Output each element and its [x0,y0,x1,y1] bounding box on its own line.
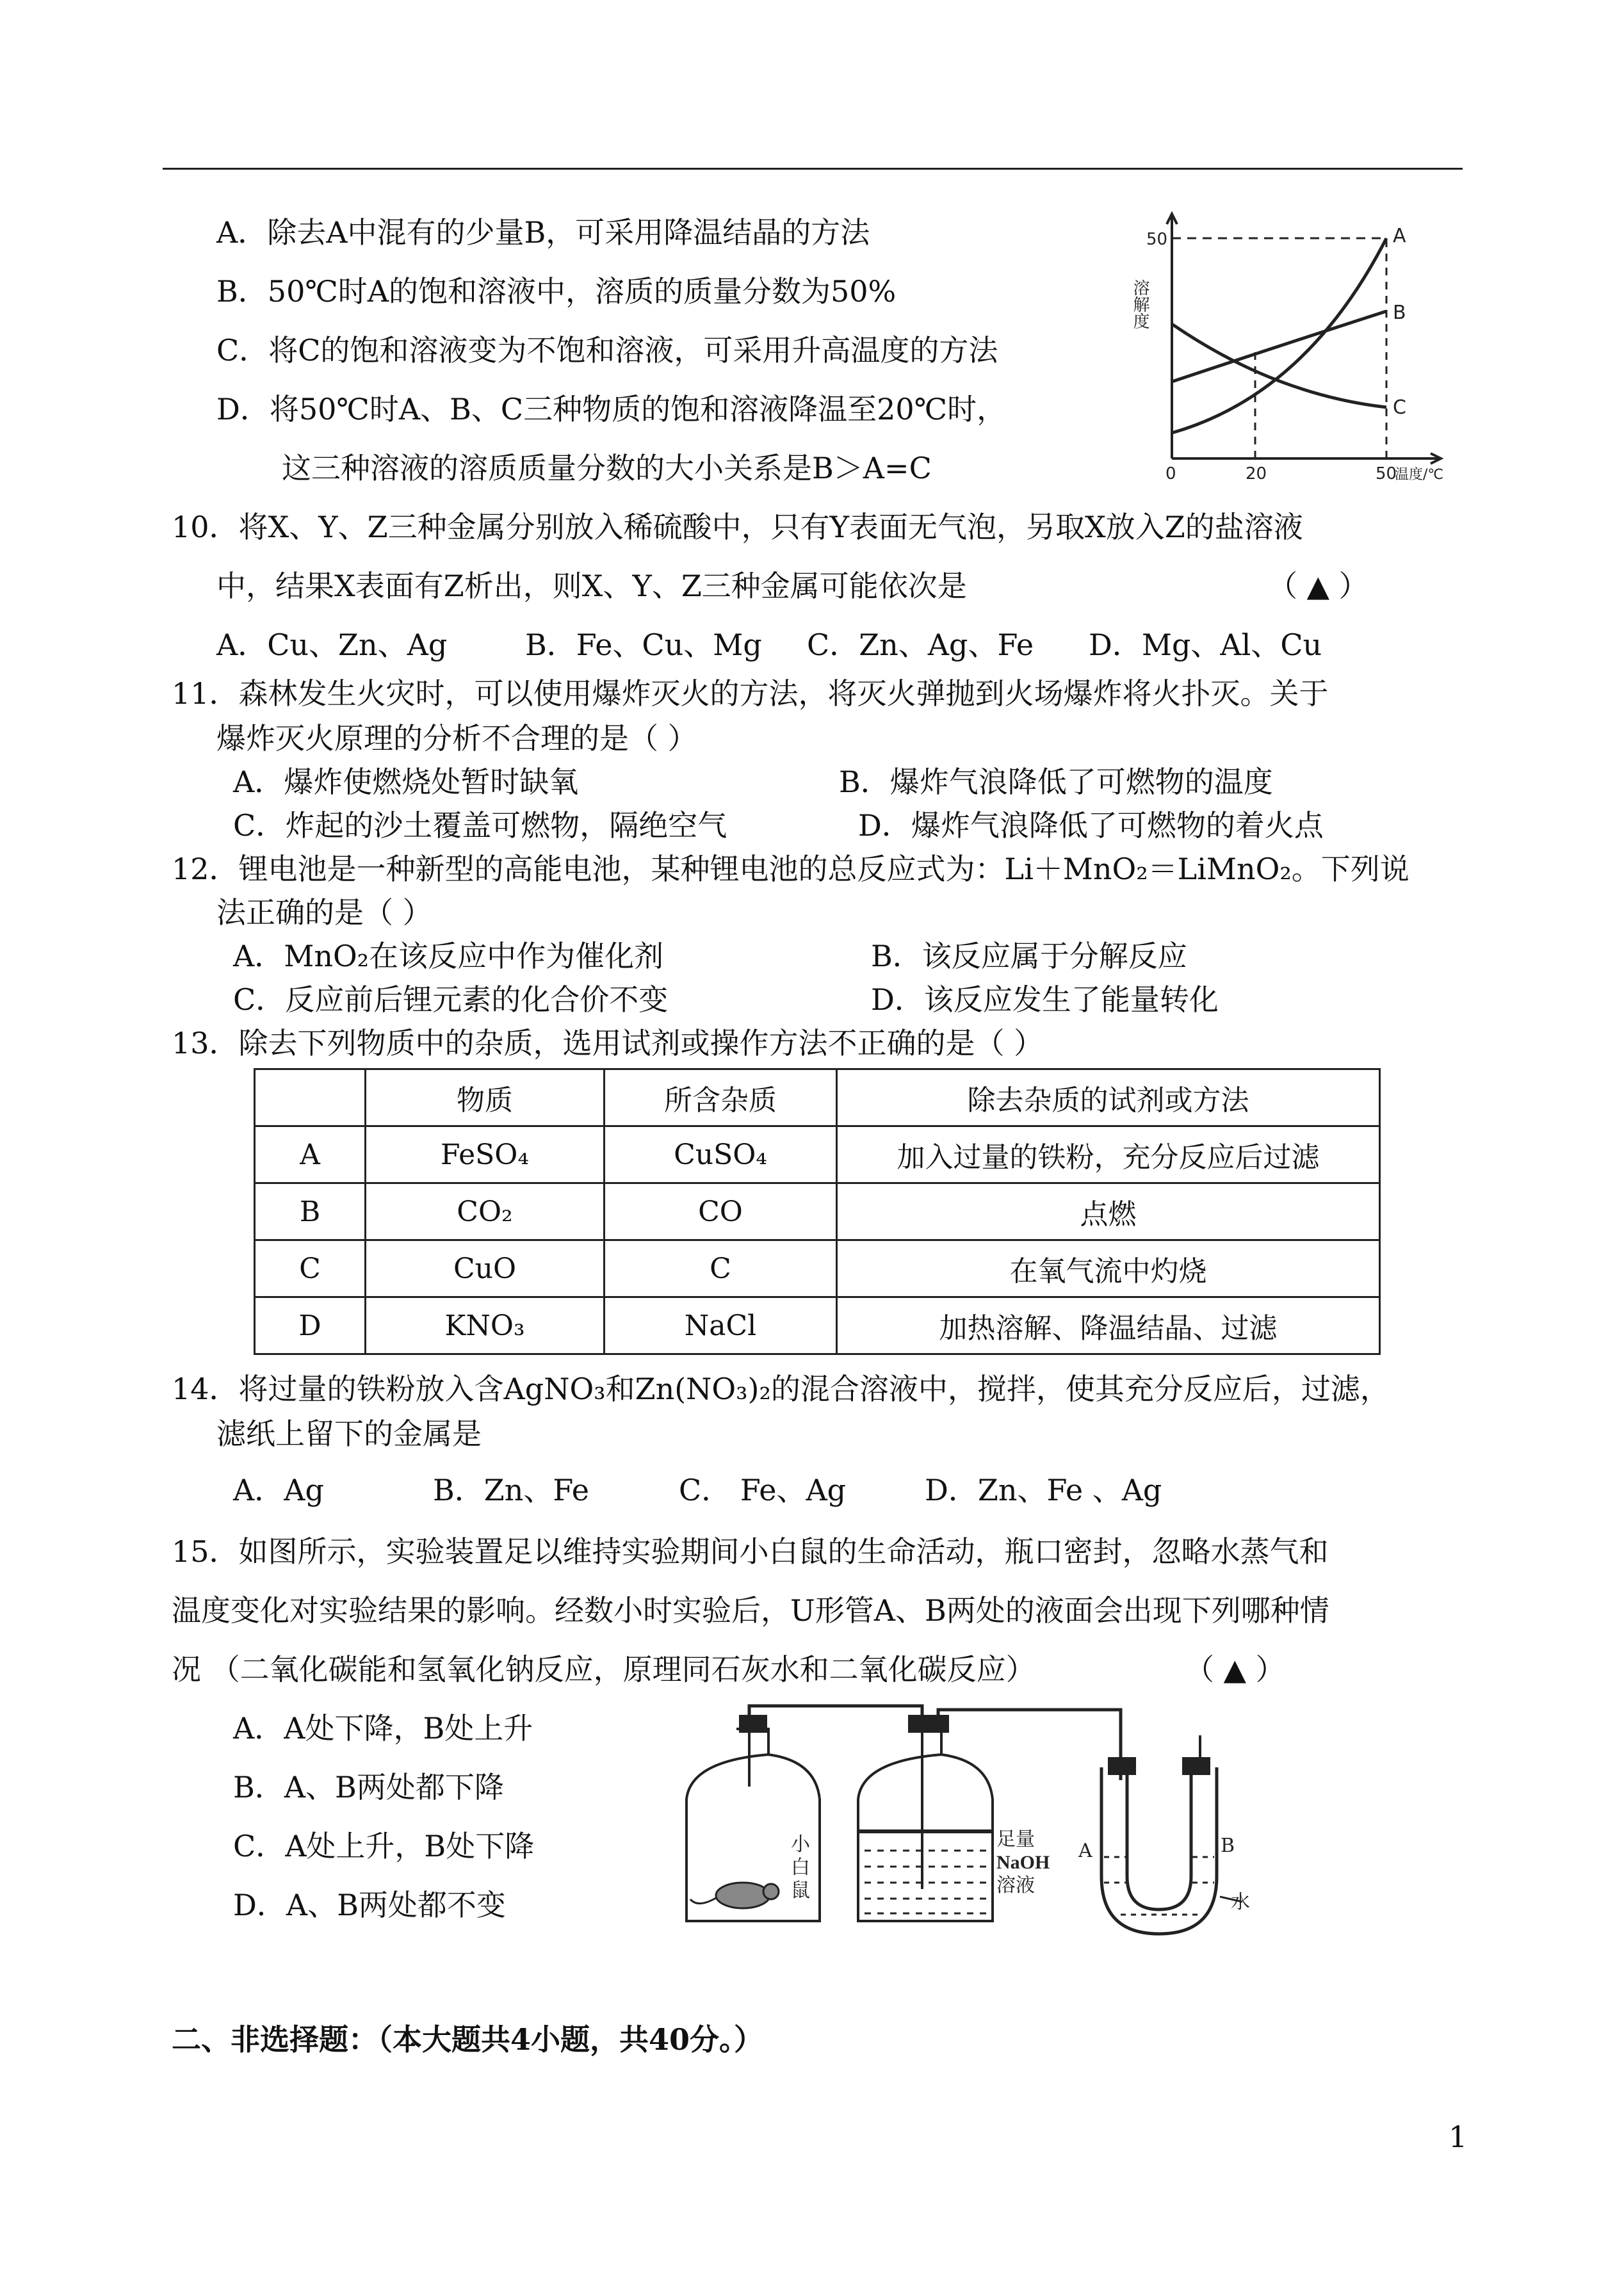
mouse-icon [690,1883,779,1908]
q11-option-d: D．爆炸气浪降低了可燃物的着火点 [858,808,1324,843]
q9-option-d-cont: 这三种溶液的溶质质量分数的大小关系是B＞A=C [282,451,932,485]
curve-c [1172,324,1386,407]
q11-stem-line2: 爆炸灭火原理的分析不合理的是（ ） [216,721,697,756]
q14-option-a: A．Ag [233,1473,324,1507]
u-label-b: B [1221,1835,1235,1857]
page-number: 1 [1449,2120,1468,2154]
graph-y-tick: 50 [1146,230,1168,249]
q12-stem-line2: 法正确的是（ ） [216,895,432,930]
naoh-label-2: NaOH [996,1852,1050,1873]
table-cell: KNO₃ [366,1297,605,1354]
q14-option-b: B．Zn、Fe [433,1473,590,1507]
table-cell: CuO [366,1240,605,1297]
q14-stem-line2: 滤纸上留下的金属是 [216,1416,482,1451]
q15-stem-line1: 15．如图所示，实验装置足以维持实验期间小白鼠的生命活动，瓶口密封，忽略水蒸气和 [172,1534,1329,1569]
apparatus-figure [679,1703,1255,1940]
q11-stem-line1: 11．森林发生火灾时，可以使用爆炸灭火的方法，将灭火弹抛到火场爆炸将火扑灭。关于 [172,676,1329,711]
q12-option-c: C．反应前后锂元素的化合价不变 [233,982,669,1017]
table-cell: 点燃 [837,1183,1380,1240]
q10-option-c: C．Zn、Ag、Fe [807,628,1034,662]
q12-option-b: B．该反应属于分解反应 [871,939,1187,973]
q14-option-c: C． Fe、Ag [679,1473,847,1507]
table-cell: D [255,1297,366,1354]
curve-label-b: B [1393,302,1406,324]
table-header-cell [255,1069,366,1126]
q9-option-a: A．除去A中混有的少量B，可采用降温结晶的方法 [216,215,870,250]
q12-stem-line1: 12．锂电池是一种新型的高能电池，某种锂电池的总反应式为：Li＋MnO₂＝LiMnO₂。下列说 [172,852,1409,886]
q14-stem-line1: 14．将过量的铁粉放入含AgNO₃和Zn(NO₃)₂的混合溶液中，搅拌，使其充分反应后，过滤， [172,1372,1390,1406]
q9-option-d: D．将50℃时A、B、C三种物质的饱和溶液降温至20℃时， [216,392,1007,426]
table-cell: 加入过量的铁粉，充分反应后过滤 [837,1126,1380,1183]
q11-option-a: A．爆炸使燃烧处暂时缺氧 [233,765,579,799]
graph-y-label: 溶解度 [1130,279,1149,329]
q13-stem: 13．除去下列物质中的杂质，选用试剂或操作方法不正确的是（ ） [172,1026,1044,1060]
q15-option-a: A．A处下降，B处上升 [233,1711,533,1746]
q13-table [254,1068,1381,1355]
table-cell: NaCl [605,1297,837,1354]
graph-x-tick-0: 0 [1165,464,1176,483]
curve-label-c: C [1393,396,1406,419]
q10-answer-mark: （ ▲ ） [1268,569,1368,603]
q12-option-d: D．该反应发生了能量转化 [871,982,1219,1017]
q10-stem-line2: 中，结果X表面有Z析出，则X、Y、Z三种金属可能依次是 [216,569,967,603]
mouse-label-2: 白 [791,1856,810,1879]
q15-option-b: B．A、B两处都下降 [233,1770,504,1804]
q9-option-b: B．50℃时A的饱和溶液中，溶质的质量分数为50% [216,274,897,309]
water-label: 水 [1231,1891,1250,1913]
q15-option-c: C．A处上升，B处下降 [233,1829,535,1863]
table-row [255,1240,1380,1297]
q9-option-c: C．将C的饱和溶液变为不饱和溶液，可采用升高温度的方法 [216,333,998,368]
graph-x-tick-50: 50 [1376,464,1397,483]
table-cell: CO₂ [366,1183,605,1240]
q15-option-d: D．A、B两处都不变 [233,1888,506,1922]
table-row [255,1183,1380,1240]
q15-answer-mark: （ ▲ ） [1185,1652,1285,1687]
table-header-cell: 所含杂质 [605,1069,837,1126]
naoh-bottle [858,1729,993,1921]
solubility-graph [1114,202,1473,497]
table-cell: CuSO₄ [605,1126,837,1183]
table-header-cell: 物质 [366,1069,605,1126]
table-cell: 在氧气流中灼烧 [837,1240,1380,1297]
q10-option-d: D．Mg、Al、Cu [1089,628,1322,662]
table-cell: FeSO₄ [366,1126,605,1183]
section2-heading: 二、非选择题：（本大题共4小题，共40分。） [172,2022,764,2057]
q12-option-a: A．MnO₂在该反应中作为催化剂 [233,939,664,973]
q10-option-a: A．Cu、Zn、Ag [216,628,448,662]
table-cell: 加热溶解、降温结晶、过滤 [837,1297,1380,1354]
table-row [255,1297,1380,1354]
q10-option-b: B．Fe、Cu、Mg [525,628,762,662]
table-cell: C [605,1240,837,1297]
q10-stem-line1: 10．将X、Y、Z三种金属分别放入稀硫酸中，只有Y表面无气泡，另取X放入Z的盐溶液 [172,510,1303,544]
q14-option-d: D．Zn、Fe 、Ag [925,1473,1162,1507]
graph-x-label: 温度/℃ [1395,467,1444,483]
header-rule [163,168,1463,170]
table-row [255,1126,1380,1183]
u-label-a: A [1078,1840,1092,1862]
table-cell: C [255,1240,366,1297]
naoh-label-1: 足量 [996,1828,1035,1851]
table-header-cell: 除去杂质的试剂或方法 [837,1069,1380,1126]
q15-stem-line3: 况 （二氧化碳能和氢氧化钠反应，原理同石灰水和二氧化碳反应） [172,1652,1035,1687]
q11-option-c: C．炸起的沙土覆盖可燃物，隔绝空气 [233,808,727,843]
mouse-label-1: 小 [791,1833,810,1856]
table-cell: B [255,1183,366,1240]
table-cell: CO [605,1183,837,1240]
naoh-label-3: 溶液 [996,1874,1035,1897]
mouse-label-3: 鼠 [791,1879,810,1902]
q11-option-b: B．爆炸气浪降低了可燃物的温度 [839,765,1273,799]
q15-stem-line2: 温度变化对实验结果的影响。经数小时实验后，U形管A、B两处的液面会出现下列哪种情 [172,1593,1329,1628]
curve-label-a: A [1393,225,1406,247]
graph-x-tick-20: 20 [1246,464,1267,483]
table-header-row [255,1069,1380,1126]
table-cell: A [255,1126,366,1183]
